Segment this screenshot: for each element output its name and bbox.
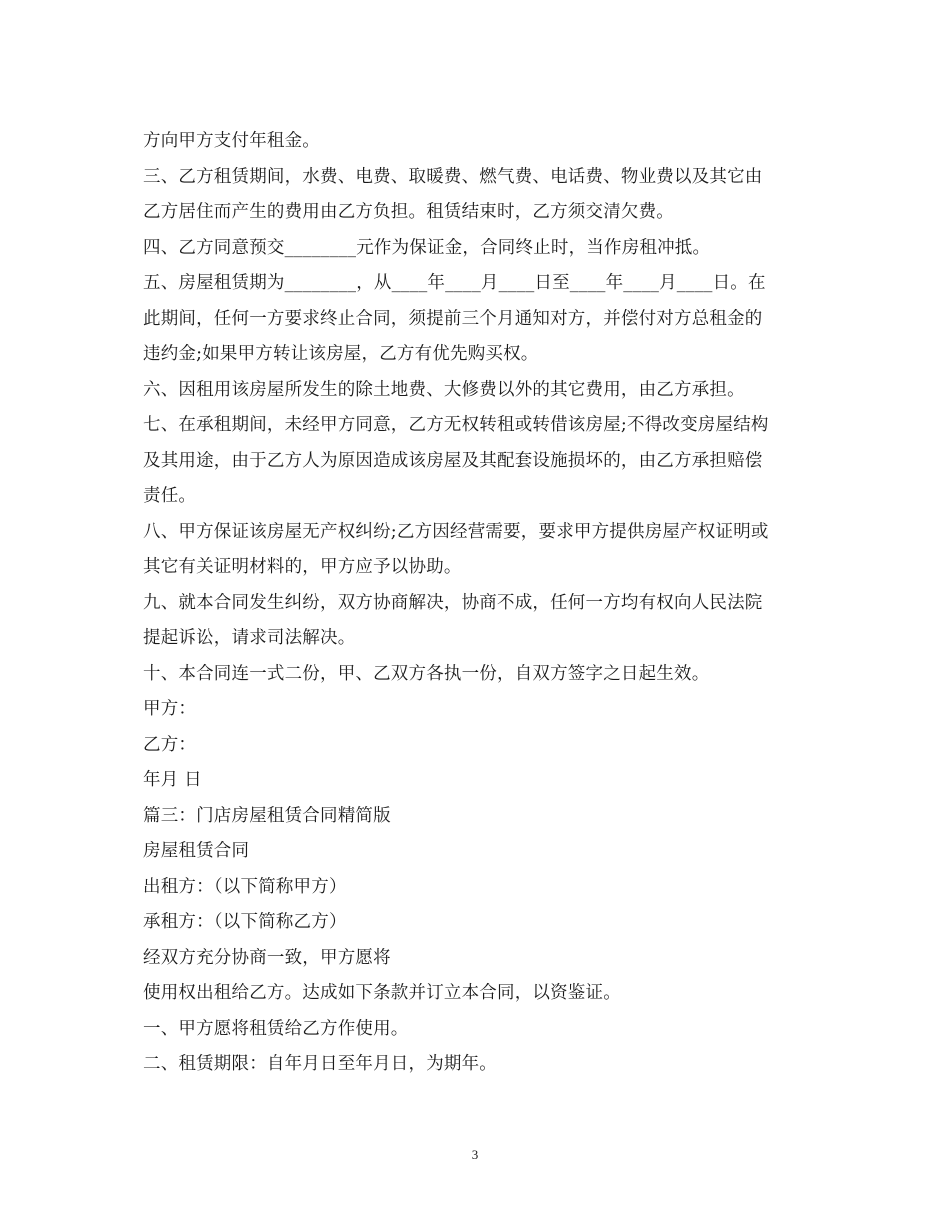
text-line: 经双方充分协商一致，甲方愿将	[143, 947, 391, 968]
text-line: 责任。	[143, 486, 197, 506]
text-line: 九、就本合同发生纠纷，双方协商解决，协商不成，任何一方均有权向人民法院	[143, 592, 763, 613]
text-line: 使用权出租给乙方。达成如下条款并订立本合同，以资鉴证。	[143, 983, 621, 1003]
contract-title: 房屋租赁合同	[143, 841, 250, 861]
text-line: 违约金;如果甲方转让该房屋，乙方有优先购买权。	[143, 344, 539, 364]
text-line: 及其用途，由于乙方人为原因造成该房屋及其配套设施损坏的，由乙方承担赔偿	[143, 450, 763, 471]
party-a-label: 甲方：	[143, 699, 197, 719]
text-line: 提起诉讼，请求司法解决。	[143, 628, 356, 648]
page-number: 3	[471, 1147, 479, 1162]
text-line: 三、乙方租赁期间，水费、电费、取暖费、燃气费、电话费、物业费以及其它由	[143, 166, 763, 187]
lessee-line: 承租方：（以下简称乙方）	[143, 912, 347, 932]
text-line: 方向甲方支付年租金。	[143, 131, 320, 151]
text-line: 二、租赁期限：自年月日至年月日，为期年。	[143, 1054, 497, 1074]
text-line: 十、本合同连一式二份，甲、乙双方各执一份，自双方签字之日起生效。	[143, 663, 710, 684]
lessor-line: 出租方：（以下简称甲方）	[143, 876, 347, 897]
text-line: 其它有关证明材料的，甲方应予以协助。	[143, 557, 462, 577]
date-label: 年月 日	[143, 770, 202, 790]
text-line: 此期间，任何一方要求终止合同，须提前三个月通知对方，并偿付对方总租金的	[143, 308, 763, 329]
text-line: 八、甲方保证该房屋无产权纠纷;乙方因经营需要，要求甲方提供房屋产权证明或	[143, 521, 769, 542]
party-b-label: 乙方：	[143, 734, 197, 755]
text-line: 乙方居住而产生的费用由乙方负担。租赁结束时，乙方须交清欠费。	[143, 202, 674, 222]
document-body	[143, 124, 813, 1083]
section-heading: 篇三：门店房屋租赁合同精简版	[143, 805, 391, 826]
text-line: 六、因租用该房屋所发生的除土地费、大修费以外的其它费用，由乙方承担。	[143, 379, 745, 400]
text-line: 五、房屋租赁期为________，从____年____月____日至____年____月____日。在	[143, 273, 766, 293]
text-line: 四、乙方同意预交________元作为保证金，合同终止时，当作房租冲抵。	[143, 237, 711, 258]
text-line: 一、甲方愿将租赁给乙方作使用。	[143, 1018, 409, 1039]
text-line: 七、在承租期间，未经甲方同意，乙方无权转租或转借该房屋;不得改变房屋结构	[143, 415, 769, 435]
